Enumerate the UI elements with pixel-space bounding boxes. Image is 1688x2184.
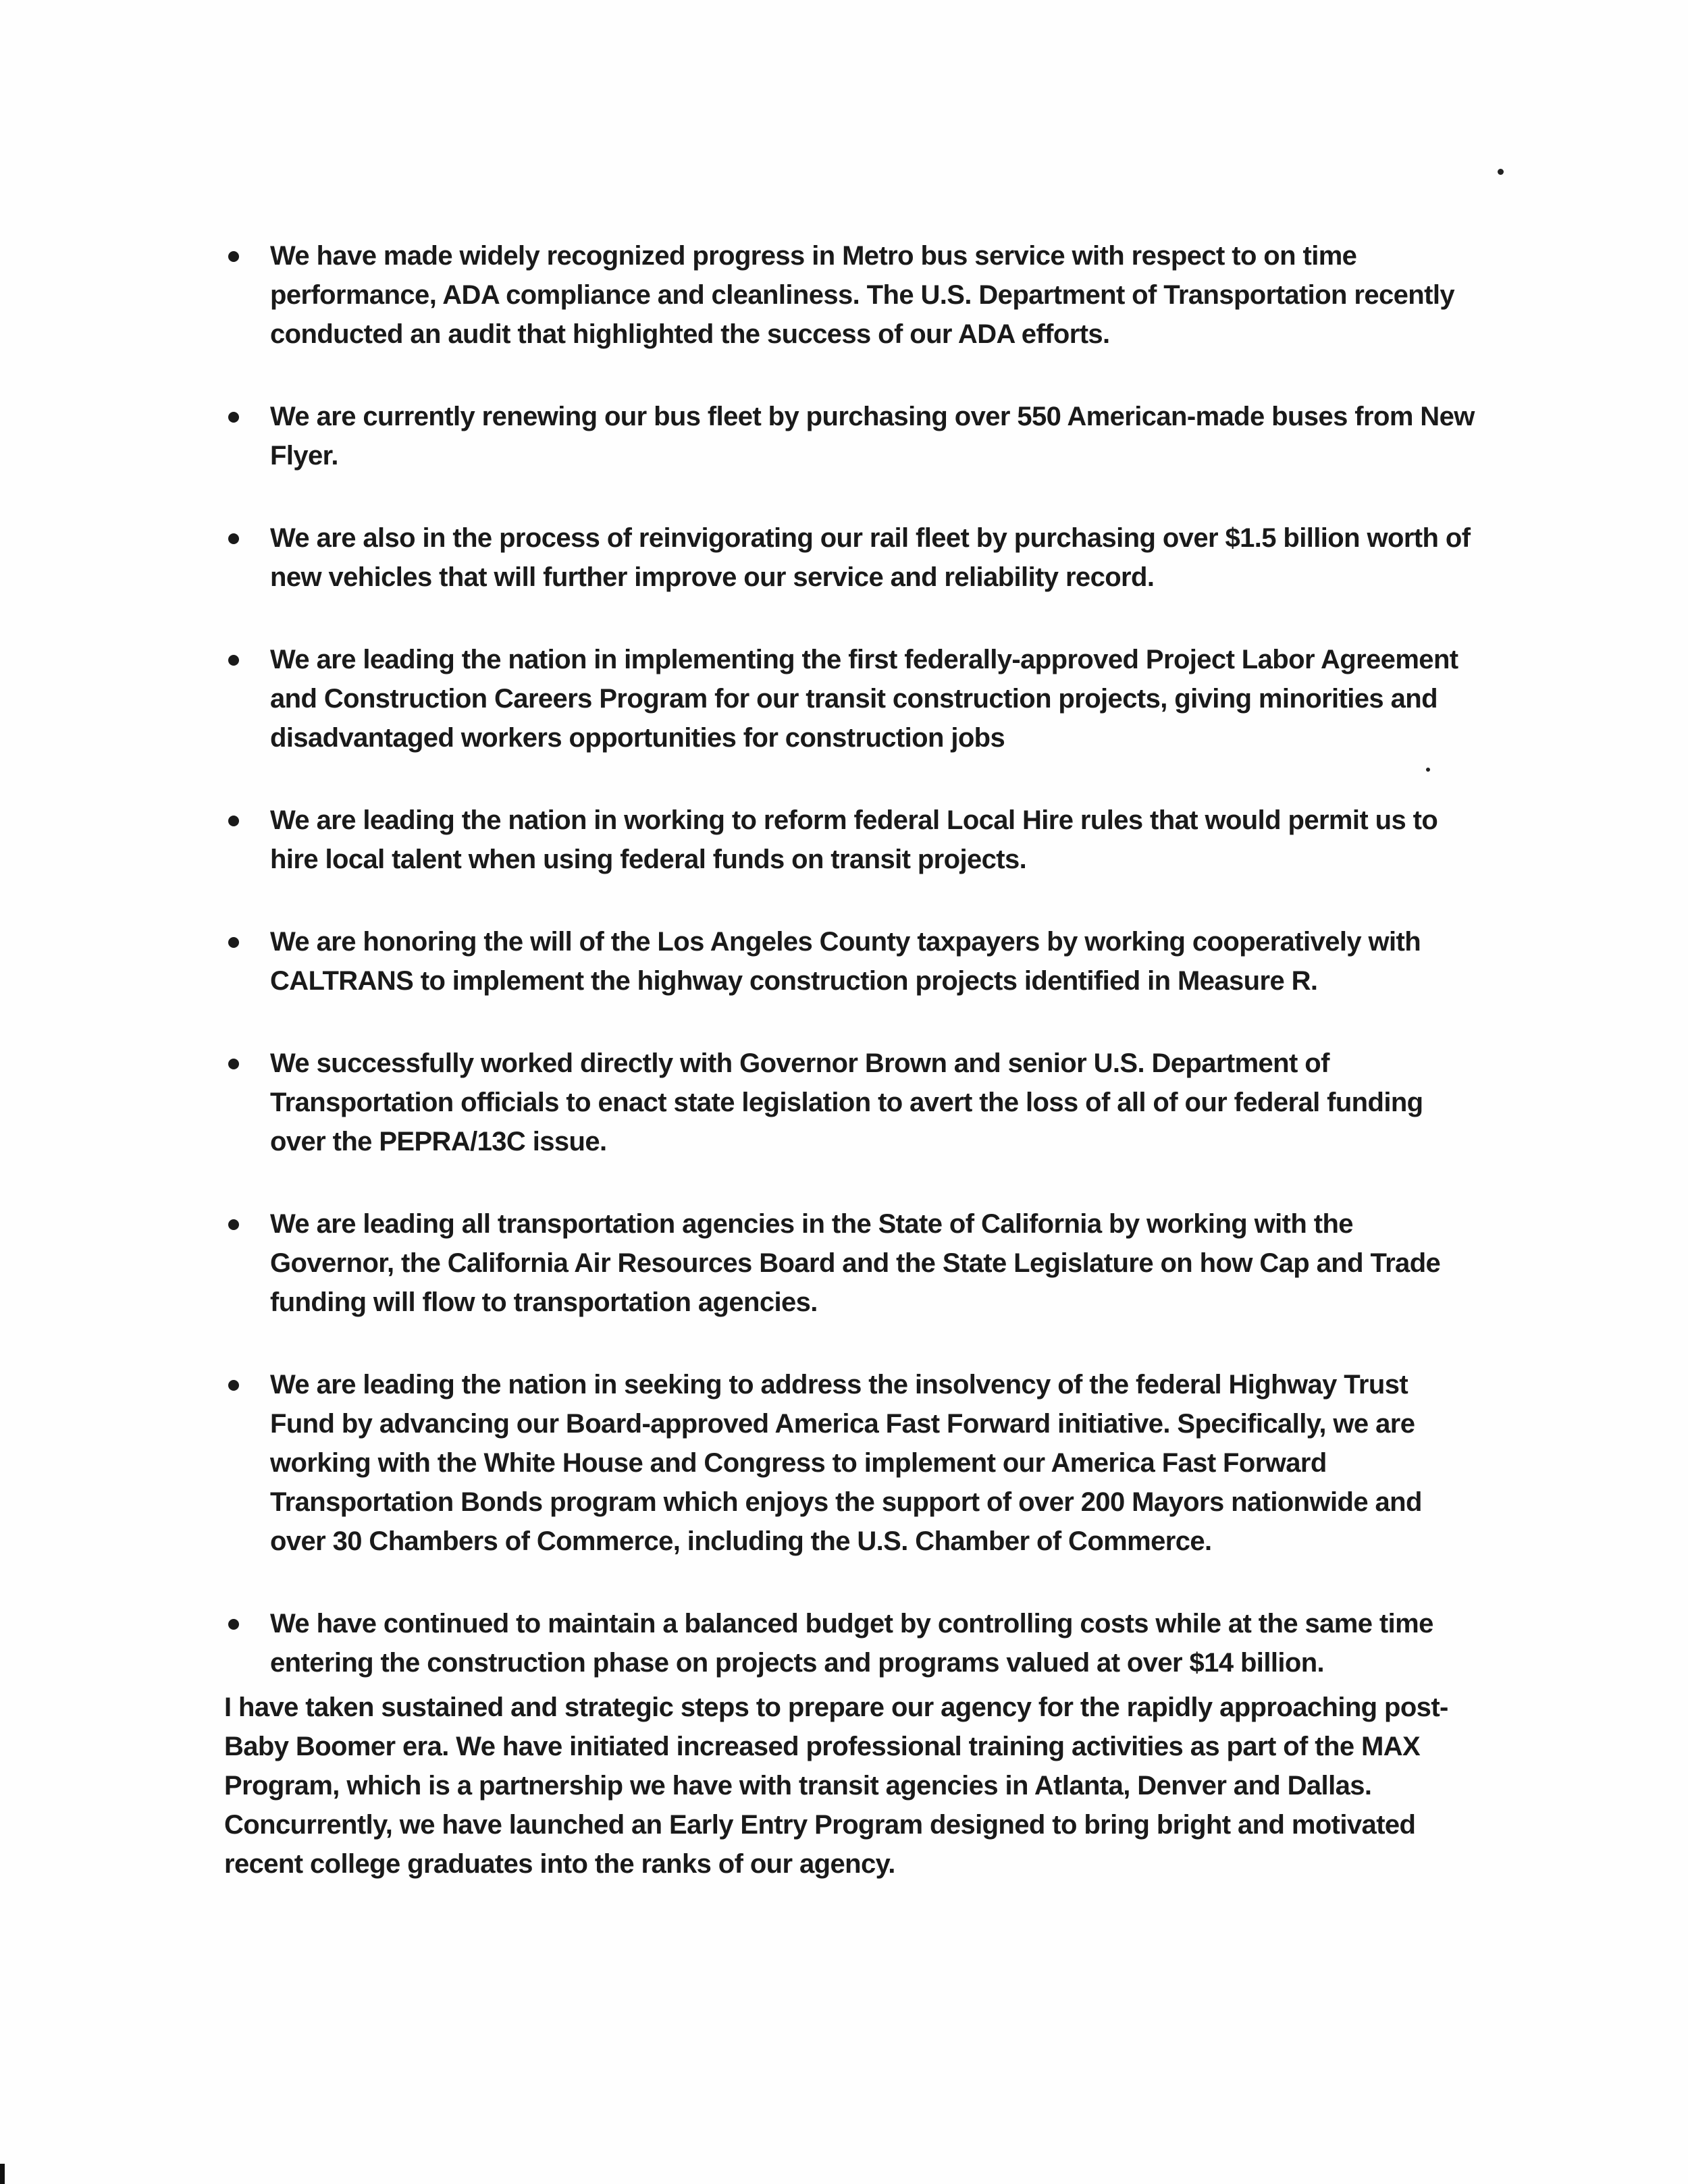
list-item-text: We are leading the nation in working to reform federal Local Hire rules that would permit us to hire local talent when using federal funds on transit projects. <box>270 805 1438 874</box>
list-item <box>223 397 1479 475</box>
bullet-icon <box>228 533 239 544</box>
list-item <box>223 1365 1479 1561</box>
list-item <box>223 1044 1479 1161</box>
list-item <box>223 640 1479 757</box>
accomplishments-list <box>223 236 1479 1726</box>
list-item-text: We are leading all transportation agencies in the State of California by working with the Governor, the California Air Resources Board and the State Legislature on how Cap and Trade funding will flow to transportation agencies. <box>270 1209 1441 1317</box>
list-item-text: We have continued to maintain a balanced budget by controlling costs while at the same time entering the construction phase on projects and programs valued at over $14 billion. <box>270 1609 1433 1678</box>
list-item-text: We are currently renewing our bus fleet by purchasing over 550 American-made buses from New Flyer. <box>270 402 1475 471</box>
bullet-icon <box>228 1059 239 1069</box>
list-item-text: We are honoring the will of the Los Angeles County taxpayers by working cooperatively with CALTRANS to implement the highway construction projects identified in Measure R. <box>270 927 1421 996</box>
list-item-text: We successfully worked directly with Governor Brown and senior U.S. Department of Transportation officials to enact state legislation to avert the loss of all of our federal funding over the PEPRA/13C issue. <box>270 1048 1423 1156</box>
list-item <box>223 518 1479 597</box>
list-item <box>223 1604 1479 1682</box>
list-item-text: We have made widely recognized progress in Metro bus service with respect to on time performance, ADA compliance and cleanliness. The U.S. Department of Transportation recently conducted an audit that highlighted the success of our ADA efforts. <box>270 241 1454 349</box>
scan-speck <box>1498 169 1504 175</box>
scan-edge-mark <box>0 2164 5 2184</box>
list-item-text: We are leading the nation in implementing the first federally-approved Project Labor Agreement and Construction Careers Program for our transit construction projects, giving minorities and disadvantaged workers opportunities for construction jobs <box>270 645 1458 753</box>
list-item-text: We are leading the nation in seeking to address the insolvency of the federal Highway Trust Fund by advancing our Board-approved America Fast Forward initiative. Specifically, we are working with the White House and Congress to implement our America Fast Forward Transportation Bonds program which enjoys the support of over 200 Mayors nationwide and over 30 Chambers of Commerce, including the U.S. Chamber of Commerce. <box>270 1370 1422 1556</box>
bullet-icon <box>228 251 239 262</box>
list-item <box>223 1204 1479 1322</box>
bullet-icon <box>228 412 239 423</box>
list-item <box>223 922 1479 1001</box>
bullet-icon <box>228 937 239 948</box>
list-item <box>223 801 1479 879</box>
bullet-icon <box>228 655 239 666</box>
closing-paragraph: I have taken sustained and strategic steps to prepare our agency for the rapidly approaching post-Baby Boomer era. We have initiated increased professional training activities as part of the MAX Program, which is a partnership we have with transit agencies in Atlanta, Denver and Dallas. Concurrently, we have launched an Early Entry Program designed to bring bright and motivated recent college graduates into the ranks of our agency. <box>224 1693 1448 1879</box>
bullet-icon <box>228 1219 239 1230</box>
list-item-text: We are also in the process of reinvigorating our rail fleet by purchasing over $1.5 billion worth of new vehicles that will further improve our service and reliability record. <box>270 523 1471 592</box>
list-item <box>223 236 1479 354</box>
bullet-icon <box>228 1380 239 1391</box>
bullet-icon <box>228 1619 239 1630</box>
bullet-icon <box>228 816 239 826</box>
